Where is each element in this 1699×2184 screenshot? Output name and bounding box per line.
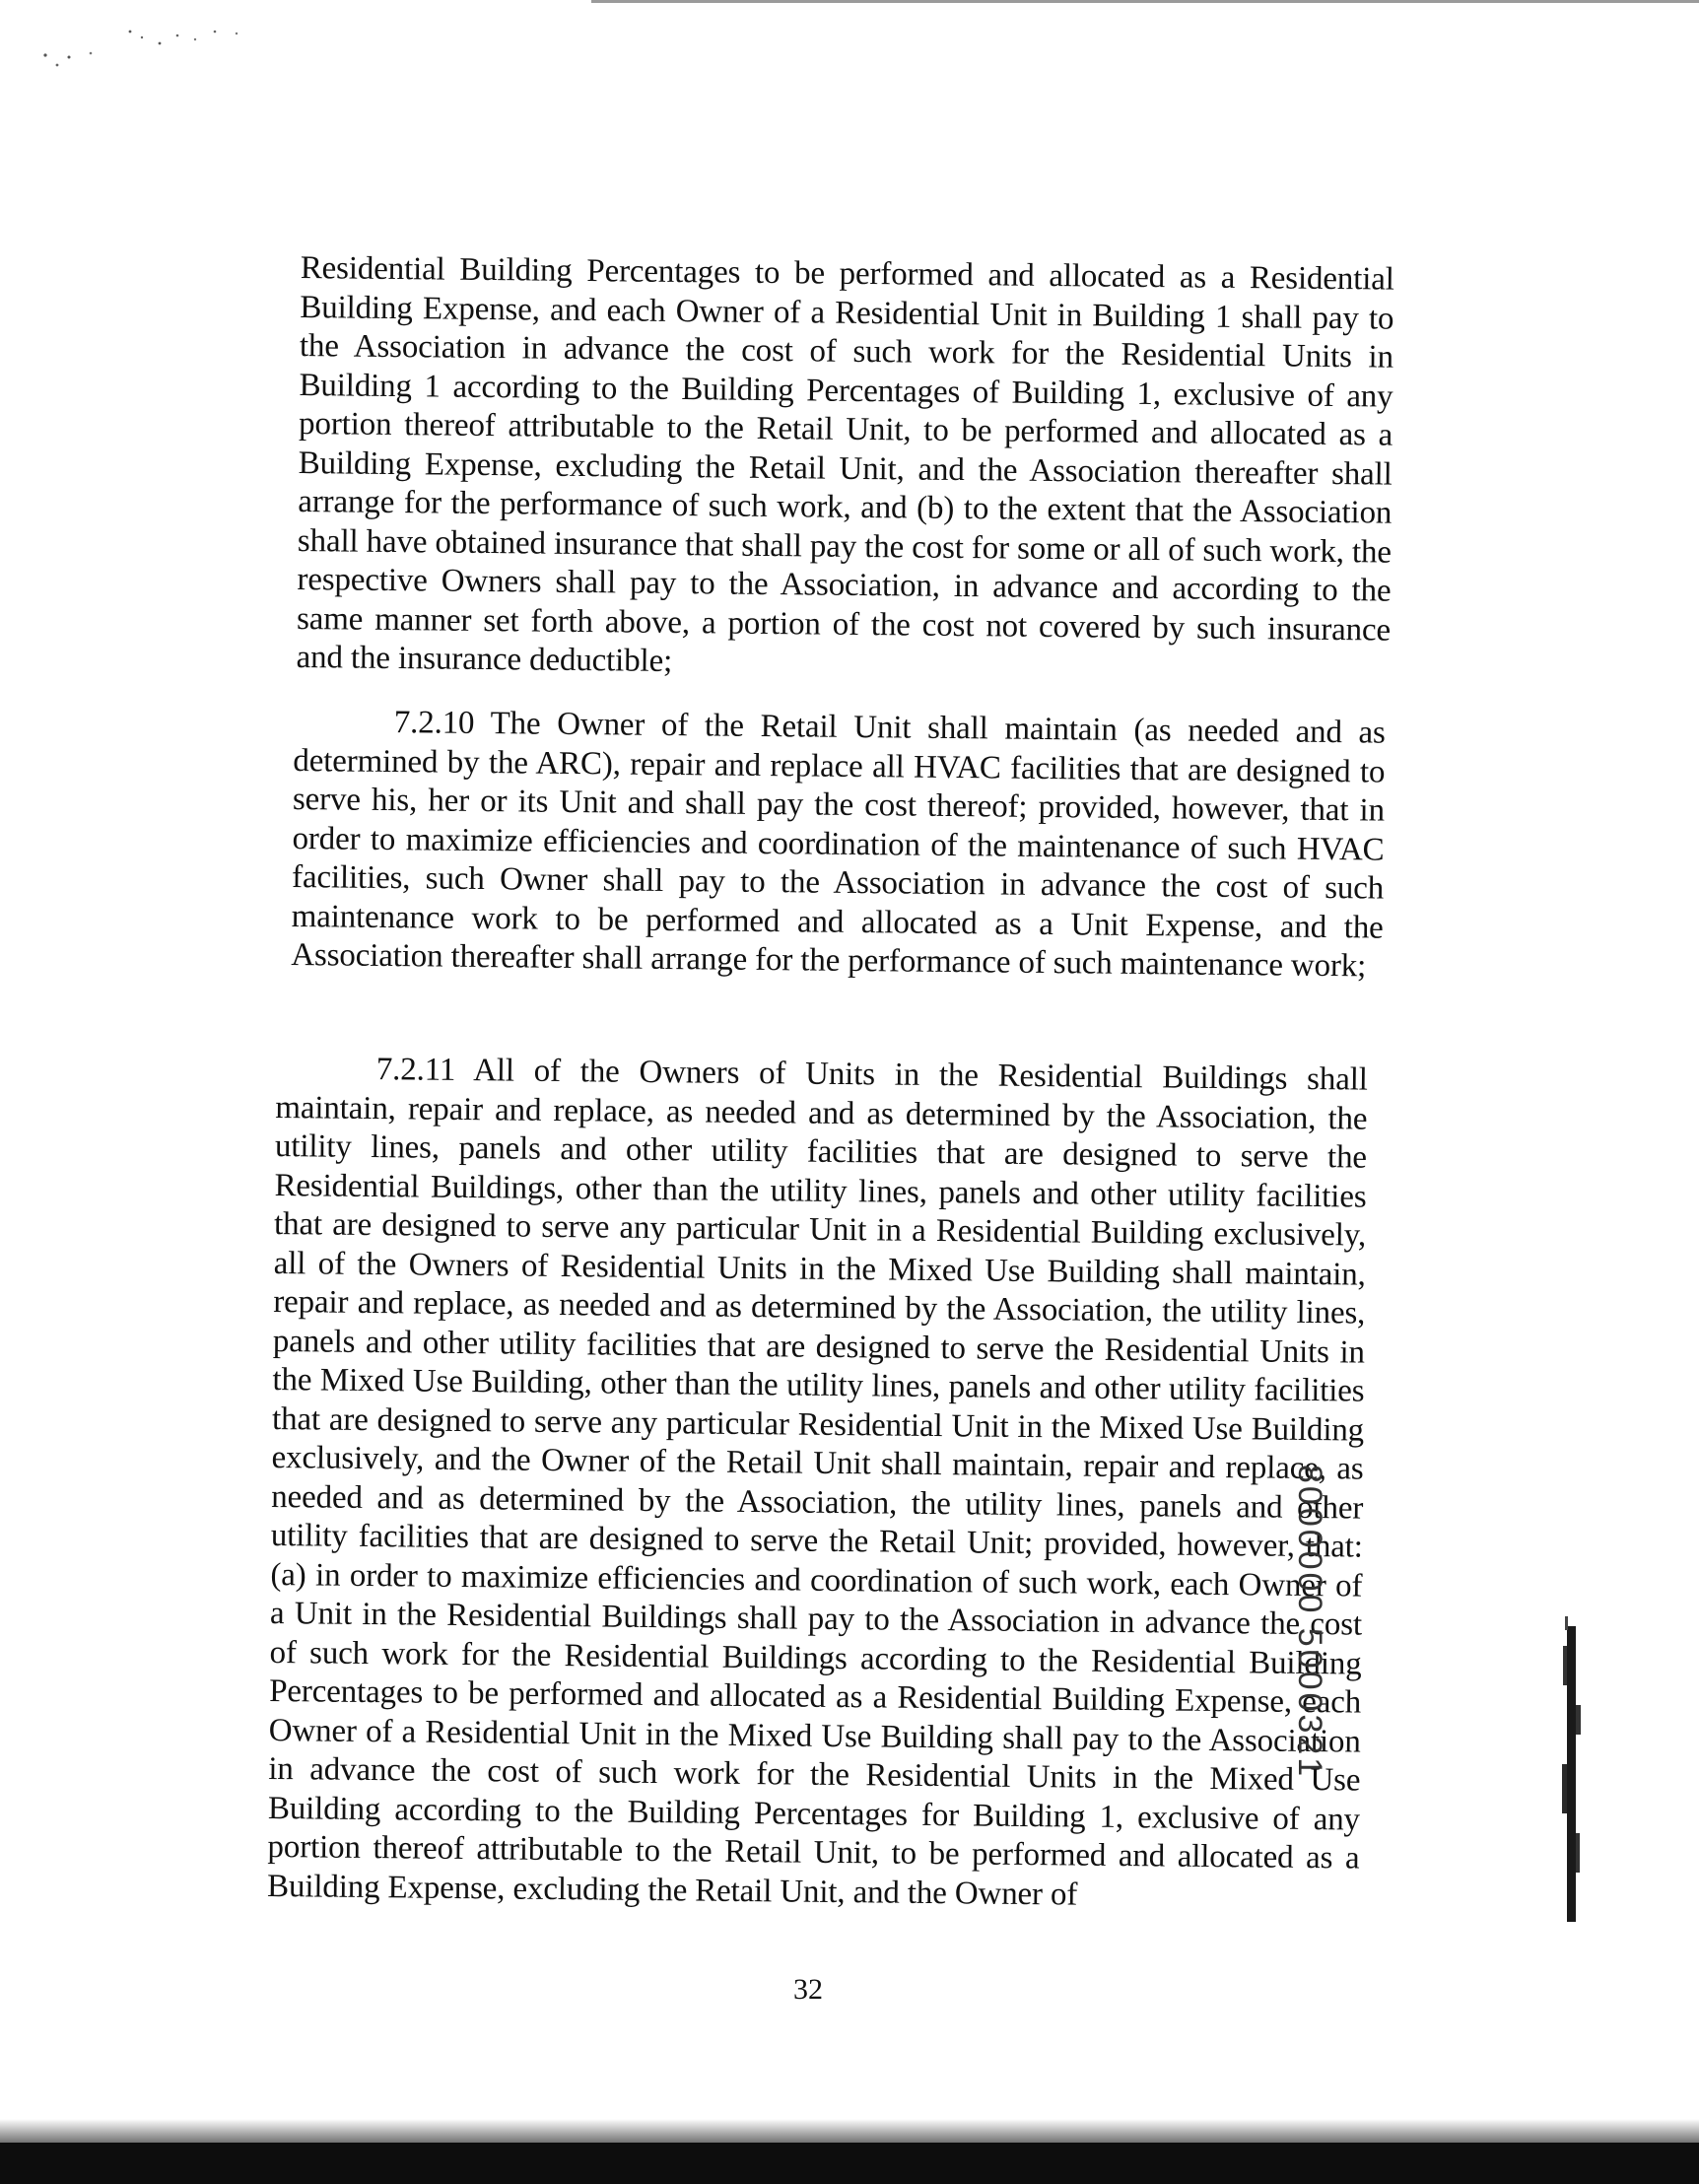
scan-bottom-edge (0, 2143, 1699, 2184)
section-7-2-10: 7.2.10 The Owner of the Retail Unit shall maintain (as needed and as determined by the ARC), repair and replace all HVAC facilities that are designed to serve his, her or its Unit and shall pay the cost thereof; provided, however, that in order to maximize efficiencies and coordination of the maintenance of such HVAC facilities, such Owner shall pay to the Association in advance the cost of such maintenance work to be performed and allocated as a Unit Expense, and the Association thereafter shall arrange for the performance of such maintenance work; (291, 705, 1386, 985)
binding-mark (1557, 1616, 1587, 1932)
paragraph-continuation: Residential Building Percentages to be performed and allocated as a Residential Building Expense, and each Owner of a Residential Unit in Building 1 shall pay to the Association in advance the cost of such work for the Residential Units in Building 1 according to the Building Percentages of Building 1, exclusive of any portion thereof attributable to the Retail Unit, to be performed and allocated as a Building Expense, excluding the Retail Unit, and the Association thereafter shall arrange for the performance of such work, and (b) to the extent that the Association shall have obtained insurance that shall pay the cost for some or all of such work, the respective Owners shall pay to the Association, in advance and according to the same manner set forth above, a portion of the cost not covered by such insurance and the insurance deductible; (296, 249, 1394, 679)
page-number: 32 (793, 1973, 823, 2006)
scan-bottom-shadow (0, 2119, 1699, 2143)
scan-specks (39, 18, 276, 77)
scan-top-edge (591, 0, 1699, 3)
bates-stamp: 8000000 5000321 (1291, 1465, 1328, 1780)
section-7-2-11: 7.2.11 All of the Owners of Units in the Residential Buildings shall maintain, repair and replace, as needed and as determined by the Association, the utility lines, panels and other utility facilities that are designed to serve the Residential Buildings, other than the utility lines, panels and other utility facilities that are designed to serve any particular Unit in a Residential Building exclusively, all of the Owners of Residential Units in the Mixed Use Building shall maintain, repair and replace, as needed and as determined by the Association, the utility lines, panels and other utility facilities that are designed to serve the Residential Units in the Mixed Use Building, other than the utility lines, panels and other utility facilities that are designed to serve any particular Residential Unit in the Mixed Use Building exclusively, and the Owner of the Retail Unit shall maintain, repair and replace, as needed and as determined by the Association, the utility lines, panels and other utility facilities that are designed to serve the Retail Unit; provided, however, that: (a) in order to maximize efficiencies and coordination of such work, each Owner of a Unit in the Residential Buildings shall pay to the Association in advance the cost of such work for the Residential Buildings according to the Residential Building Percentages to be performed and allocated as a Residential Building Expense, each Owner of a Residential Unit in the Mixed Use Building shall pay to the Association in advance the cost of such work for the Residential Units in the Mixed Use Building according to the Building Percentages for Building 1, exclusive of any portion thereof attributable to the Retail Unit, to be performed and allocated as a Building Expense, excluding the Retail Unit, and the Owner of (266, 1052, 1368, 1913)
